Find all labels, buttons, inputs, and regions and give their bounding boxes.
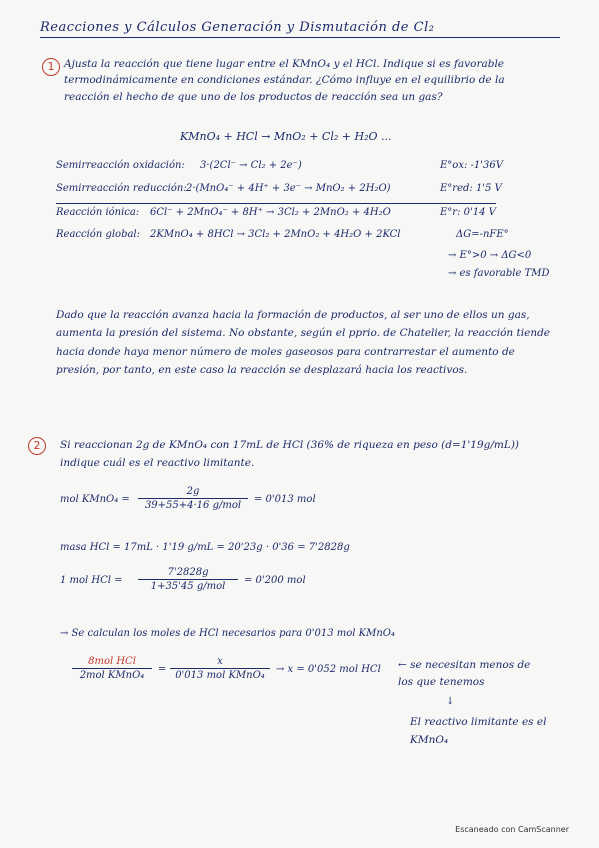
step-global-eq: 2KMnO₄ + 8HCl → 3Cl₂ + 2MnO₂ + 4H₂O + 2KCl: [150, 229, 401, 240]
calc1-den: 39+55+4·16 g/mol: [144, 500, 242, 511]
calc2: masa HCl = 17mL · 1'19 g/mL = 20'23g · 0'36 = 7'2828g: [60, 542, 350, 553]
calc3-result: = 0'200 mol: [244, 575, 306, 586]
ratio-bar-1: [72, 668, 152, 669]
step-reduction-label: Semirreacción reducción:: [56, 183, 187, 194]
step-global-label: Reacción global:: [56, 229, 140, 240]
ratio-equals: =: [158, 664, 167, 675]
step-oxidation-label: Semirreacción oxidación:: [56, 160, 185, 171]
ratio-d2: 0'013 mol KMnO₄: [175, 670, 265, 681]
calc1-num: 2g: [186, 486, 200, 497]
calc3-fraction: [138, 567, 238, 592]
question-2-number: 2: [28, 437, 46, 455]
note-1: → E°>0 → ΔG<0: [448, 250, 532, 261]
ratio-n1: 8mol HCl: [88, 656, 136, 667]
calc1-fraction: [138, 486, 248, 511]
step-reduction-pot: E°red: 1'5 V: [440, 183, 502, 194]
step-ionic-label: Reacción iónica:: [56, 207, 140, 218]
calc1-left: mol KMnO₄ =: [60, 494, 130, 505]
ratio-d1: 2mol KMnO₄: [79, 670, 145, 681]
question-1-reaction: KMnO₄ + HCl → MnO₂ + Cl₂ + H₂O ...: [180, 130, 392, 143]
sum-line: [56, 203, 496, 204]
ratio-result: → x = 0'052 mol HCl: [276, 664, 381, 675]
calc1-result: = 0'013 mol: [254, 494, 316, 505]
scanner-watermark: Escaneado con CamScanner: [455, 825, 569, 834]
calc4: → Se calculan los moles de HCl necesarios para 0'013 mol KMnO₄: [60, 628, 395, 639]
ratio-bar-2: [170, 668, 270, 669]
question-2-text: Si reaccionan 2g de KMnO₄ con 17mL de HCl (36% de riqueza en peso (d=1'19g/mL)) indique cuál es el reactivo limitante.: [60, 439, 520, 469]
step-ionic-pot: E°r: 0'14 V: [440, 207, 496, 218]
down-arrow-icon: ↓: [446, 696, 455, 707]
conclusion: El reactivo limitante es el KMnO₄: [410, 716, 547, 746]
step-oxidation-pot: E°ox: -1'36V: [440, 160, 503, 171]
page-title: Reacciones y Cálculos Generación y Dismutación de Cl₂: [40, 20, 560, 38]
step-ionic-eq: 6Cl⁻ + 2MnO₄⁻ + 8H⁺ → 3Cl₂ + 2MnO₂ + 4H₂O: [150, 207, 391, 218]
question-1-answer: Dado que la reacción avanza hacia la formación de productos, al ser uno de ellos un gas, aumenta la presión del sistema. No obstante, según el pprio. de Chatelier, la reacción tiende hacia donde haya menor número de moles gaseosos para contrarrestar el aumento de presión, por tanto, en este caso la reacción se desplazará hacia los reactivos.: [56, 309, 551, 377]
calc3-bar: [138, 579, 238, 580]
ratio-n2: x: [217, 656, 223, 667]
calc3-den: 1+35'45 g/mol: [150, 581, 226, 592]
ratio-right: [170, 656, 270, 681]
question-1-number: 1: [42, 58, 60, 76]
note-2: → es favorable TMD: [448, 268, 550, 279]
step-oxidation-eq: 3·(2Cl⁻ → Cl₂ + 2e⁻): [200, 160, 302, 171]
ratio-left: [72, 656, 152, 681]
calc3-num: 7'2828g: [167, 567, 209, 578]
step-global-pot: ΔG=-nFE°: [456, 229, 509, 240]
ratio-note: ← se necesitan menos de los que tenemos: [398, 659, 531, 688]
question-1-text: Ajusta la reacción que tiene lugar entre el KMnO₄ y el HCl. Indique si es favorable termodinámicamente en condiciones estándar. ¿Cómo influye en el equilibrio de la reacción el hecho de que uno de los productos de reacción sea un gas?: [64, 58, 505, 103]
calc3-left: 1 mol HCl =: [60, 575, 123, 586]
step-reduction-eq: 2·(MnO₄⁻ + 4H⁺ + 3e⁻ → MnO₂ + 2H₂O): [186, 183, 391, 194]
calc1-bar: [138, 498, 248, 499]
